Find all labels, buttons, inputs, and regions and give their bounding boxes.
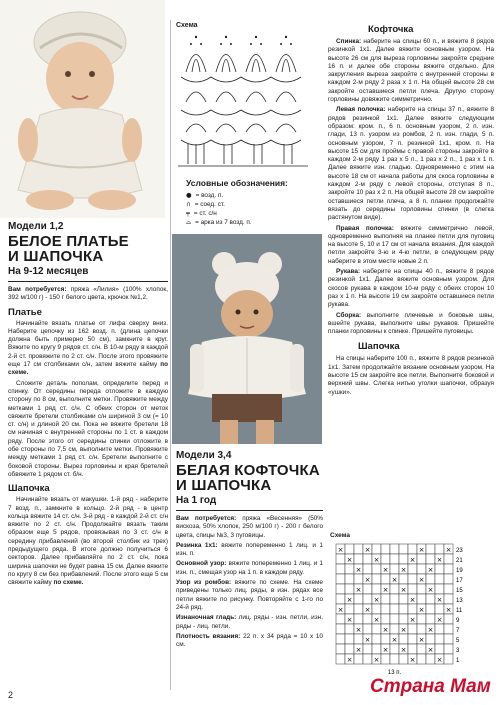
chart-cell (390, 544, 399, 554)
chart-cell (372, 544, 381, 554)
chart-row-number: 11 (456, 608, 463, 614)
chart-cell (426, 574, 435, 584)
left-front-instructions: Левая полочка: наберите на спицы 37 п., вяжите 8 рядов резинкой 1х1. Далее вяжите следующим образом: кром. п., 6 п. основным узором, 2 п. изн. глади, 13 п. узором из ромбов, 2 п. изн. глади, 5 п. основным узором, 7 п. резинкой 1х1, кром. п. На высоте 15 см для проймы с правой стороны закройте в каждом 2-м ряду 1 раз х 5 п., 1 раз х 2 п., 1 раз х 1 п. Далее вяжите изн. гладью. Одновременно с этим на высоте 18 см от начала работы для скоса горловины в каждом 2-м ряду с левой стороны, отступая 8 п., закройте 10 раз х 2 п. На общей высоте 28 см закройте оставшиеся петли плеча, а 8 п. планки продолжайте вязать до середины горловины спинки (в слегка растянутом виде). (328, 106, 495, 222)
chart-cell (381, 574, 390, 584)
chart-purl-mark: × (436, 616, 443, 624)
chart-cell (435, 584, 444, 594)
chart-purl-mark: × (400, 586, 407, 594)
chart-cell (444, 644, 453, 654)
chart-purl-mark: × (382, 586, 389, 594)
chart-purl-mark: × (409, 556, 416, 564)
chart-purl-mark: × (346, 656, 353, 664)
chart-cell (426, 634, 435, 644)
legend (186, 178, 326, 227)
chart-cell (390, 564, 399, 574)
chart-cell (444, 614, 453, 624)
model34-title-line2: И ШАПОЧКА (176, 477, 272, 494)
chart-purl-mark: × (445, 546, 452, 554)
chart-purl-mark: × (391, 576, 398, 584)
chart-cell (390, 584, 399, 594)
chart-cell (435, 644, 444, 654)
chart-cell (345, 624, 354, 634)
chart-cell (354, 614, 363, 624)
chart-purl-mark: × (418, 576, 425, 584)
chart-cell (336, 634, 345, 644)
chart-cell (417, 644, 426, 654)
chart-row-number: 19 (456, 568, 463, 574)
gauge: Плотность вязания: 22 п. х 34 ряда = 10 х 10 см. (176, 632, 323, 649)
chart-cell (336, 614, 345, 624)
chart-cell (345, 574, 354, 584)
chart-purl-mark: × (346, 596, 353, 604)
chart-cell (444, 624, 453, 634)
chart-cell (336, 584, 345, 594)
crochet-schema-label: Схема (176, 22, 198, 29)
chart-cell (408, 624, 417, 634)
chart-purl-mark: × (418, 606, 425, 614)
model12-materials: Вам потребуется: пряжа «Лилия» (100% хлопок, 392 м/100 г) - 150 г белого цвета, крючок №1,2. (8, 286, 168, 302)
model34-title-line1: БЕЛАЯ КОФТОЧКА (176, 462, 320, 479)
chart-purl-mark: × (337, 606, 344, 614)
cardigan-heading: Кофточка (368, 24, 414, 35)
chart-cell (363, 644, 372, 654)
chart-cell (435, 574, 444, 584)
chart-cell (336, 654, 345, 664)
chart-purl-mark: × (382, 566, 389, 574)
chart-purl-mark: × (427, 586, 434, 594)
chart-cell (417, 584, 426, 594)
chart-cell (435, 564, 444, 574)
chart-cell (363, 614, 372, 624)
chart-cell (381, 544, 390, 554)
chart-cell (354, 554, 363, 564)
rhomb-chart (332, 540, 494, 680)
chart-cell (417, 554, 426, 564)
main-pattern: Основной узор: вяжите попеременно 1 лиц. и 1 изн. п., смещая узор на 1 п. в каждом ряду. (176, 560, 323, 576)
chart-cell (390, 654, 399, 664)
chart-row-number: 7 (456, 628, 460, 634)
chart-cell (381, 604, 390, 614)
chart-cell (399, 544, 408, 554)
chart-purl-mark: × (364, 636, 371, 644)
chart-row-number: 1 (456, 658, 460, 664)
chart-purl-mark: × (436, 596, 443, 604)
model12-age: На 9-12 месяцев (8, 266, 89, 277)
chart-cell (345, 634, 354, 644)
model12-title-line1: БЕЛОЕ ПЛАТЬЕ (8, 233, 129, 250)
chart-purl-mark: × (346, 616, 353, 624)
hat-paragraph: Начинайте вязать от макушки. 1-й ряд - наберите 7 возд. п., замкните в кольцо. 2-й ряд - в центр кольца вяжите 14 ст. с/н. 3-й ряд - в каждой 2-й ст. с/н вяжите по 2 ст. с/н. Продолжайте вязать таким образом еще 5 рядов, провязывая по 3 ст. с/н в середину прибавлений (во второй столбик из трех) предыдущего ряда. В итоге должно получиться 6 секторов. Далее прибавляйте по 2 ст. с/н, пока ширина шапочки не будет равна 15 см. Далее вяжите по кругу 8 см без прибавлений. После этого еще 5 см свяжите кайму по схеме. (8, 496, 168, 587)
chart-cell (363, 564, 372, 574)
chart-cell (417, 654, 426, 664)
chart-purl-mark: × (409, 596, 416, 604)
chart-cell (345, 644, 354, 654)
chart-cell (363, 594, 372, 604)
chart-cell (435, 544, 444, 554)
chart-cell (435, 634, 444, 644)
chart-cell (336, 564, 345, 574)
chart-cell (390, 644, 399, 654)
chart-cell (363, 654, 372, 664)
chart-cell (372, 644, 381, 654)
chart-cell (399, 634, 408, 644)
chart-purl-mark: × (400, 646, 407, 654)
divider (8, 281, 168, 282)
chart-cell (372, 564, 381, 574)
chart-purl-mark: × (427, 626, 434, 634)
chart-purl-mark: × (364, 606, 371, 614)
chart-purl-mark: × (436, 556, 443, 564)
chart-cell (372, 624, 381, 634)
chart-cell (399, 614, 408, 624)
chart-cell (345, 564, 354, 574)
legend-item-chain: ● = возд. п. (186, 191, 224, 199)
assembly-instructions: Сборка: выполните плечевые и боковые швы, вшейте рукава, выполните швы рукавов. Пришейте планки горловины к спинке. Пришейте пуговицы. (328, 311, 494, 336)
chart-cell (426, 604, 435, 614)
knitting-schema-label: Схема (330, 532, 351, 539)
chart-cell (336, 554, 345, 564)
rhomb-pattern: Узор из ромбов: вяжите по схеме. На схеме приведены только лиц. ряды, в изн. рядах все петли вяжите по рисунку. Повторяйте с 1-го по 24-й ряд. (176, 579, 323, 611)
back-instructions: Спинка: наберите на спицы 60 п., и вяжите 8 рядов резинкой 1х1. Далее вяжите основным узором. На высоте 26 см для выреза горловины закройте средние 16 п. и далее обе стороны вяжите отдельно. Для закругления выреза закройте с внутренней стороны в каждом 2-м ряду 2 раза х 1 п. На общей высоте 28 см закройте оставшиеся петли плеча. Другую сторону горловины довяжите симметрично. (328, 38, 494, 104)
legend-item-arch: ⌓ = арка из 7 возд. п. (186, 218, 252, 226)
chart-cell (372, 574, 381, 584)
chart-cell (390, 554, 399, 564)
chart-cell (336, 644, 345, 654)
chart-row-number: 13 (456, 598, 463, 604)
chart-cell (390, 614, 399, 624)
chart-cell (435, 624, 444, 634)
chart-cell (354, 604, 363, 614)
chain-icon: ● (186, 191, 192, 199)
chart-cell (444, 594, 453, 604)
chart-cell (363, 584, 372, 594)
chart-purl-mark: × (355, 646, 362, 654)
chart-purl-mark: × (373, 596, 380, 604)
rib-stitch: Резинка 1х1: вяжите попеременно 1 лиц. и 1 изн. п. (176, 541, 323, 558)
chart-cell (381, 654, 390, 664)
legend-title: Условные обозначения: (186, 178, 288, 188)
photo-toddler-cardigan (172, 234, 322, 444)
chart-cell (444, 584, 453, 594)
chart-cell (336, 594, 345, 604)
chart-cell (354, 544, 363, 554)
chart-purl-mark: × (418, 546, 425, 554)
chart-purl-mark: × (436, 656, 443, 664)
chart-row-number: 3 (456, 648, 460, 654)
chart-cell (399, 554, 408, 564)
model34-materials: Вам потребуется: пряжа «Весенняя» (50% вискоза, 50% хлопок, 250 м/100 г) - 200 г белого цвета, спицы №3, 3 пуговицы. (176, 515, 323, 539)
chart-cell (444, 574, 453, 584)
chart-cell (399, 604, 408, 614)
chart-cell (381, 634, 390, 644)
model12-section (8, 221, 168, 588)
model12-title-line2: И ШАПОЧКА (8, 248, 104, 265)
chart-cell (408, 634, 417, 644)
chart-purl-mark: × (373, 616, 380, 624)
hat-heading: Шапочка (8, 483, 50, 495)
chart-purl-mark: × (346, 556, 353, 564)
photo-baby-dress (0, 0, 165, 218)
chart-purl-mark: × (400, 566, 407, 574)
chart-cell (372, 634, 381, 644)
chart-purl-mark: × (355, 626, 362, 634)
arch-icon: ⌓ (186, 218, 192, 226)
double-crochet-icon: ╤ (186, 209, 190, 217)
sleeve-instructions: Рукава: наберите на спицы 40 п., вяжите 8 рядов резинкой 1х1. Далее вяжите основным узором. Для скосов рукава в каждом 10-м ряду с обеих сторон 10 раз х 1 п. На высоте 19 см закройте оставшиеся петли рукава. (328, 268, 494, 309)
crochet-diagram (176, 32, 318, 172)
chart-cell (390, 624, 399, 634)
chart-cell (408, 584, 417, 594)
chart-purl-mark: × (409, 616, 416, 624)
chart-purl-mark: × (427, 646, 434, 654)
chart-cell (426, 544, 435, 554)
hat2-instructions: На спицы наберите 100 п., вяжите 8 рядов резинкой 1х1. Затем продолжайте вязание основным узором. На высоте 15 см закройте все петли. Выполните боковой и верхний швы. Слегка нитью уголки шапочки, образуя «ушки». (328, 355, 494, 396)
legend-item-slip: ∩ = соед. ст. (186, 200, 225, 208)
chart-cell (444, 554, 453, 564)
chart-purl-mark: × (391, 636, 398, 644)
chart-row-number: 15 (456, 588, 463, 594)
divider (176, 510, 323, 511)
model34-age: На 1 год (176, 495, 217, 506)
chart-cell (372, 584, 381, 594)
chart-cell (417, 624, 426, 634)
chart-purl-mark: × (355, 566, 362, 574)
chart-cell (426, 594, 435, 604)
chart-row-number: 23 (456, 548, 463, 554)
chart-cell (354, 634, 363, 644)
chart-purl-mark: × (382, 646, 389, 654)
chart-row-number: 21 (456, 558, 463, 564)
chart-cell (435, 604, 444, 614)
model34-label: Модели 3,4 (176, 450, 232, 461)
chart-cell (354, 654, 363, 664)
chart-cell (336, 624, 345, 634)
model12-label: Модели 1,2 (8, 221, 64, 232)
chart-purl-mark: × (409, 656, 416, 664)
chart-row-number: 9 (456, 618, 460, 624)
chart-row-number: 5 (456, 638, 460, 644)
chart-purl-mark: × (373, 656, 380, 664)
chart-cell (417, 594, 426, 604)
chart-cell (399, 574, 408, 584)
watermark: Страна Мам (370, 676, 491, 697)
chart-cell (408, 564, 417, 574)
chart-purl-mark: × (355, 586, 362, 594)
chart-cell (390, 594, 399, 604)
legend-item-dc: ╤ = ст. с/н (186, 209, 217, 217)
chart-cell (399, 594, 408, 604)
page-number: 2 (8, 690, 14, 700)
dress-heading: Платье (8, 306, 42, 318)
chart-cell (345, 544, 354, 554)
hat2-heading: Шапочка (358, 341, 400, 353)
chart-cell (345, 584, 354, 594)
chart-cell (417, 614, 426, 624)
chart-cell (444, 634, 453, 644)
chart-cell (444, 654, 453, 664)
chart-cell (390, 604, 399, 614)
column-divider (170, 20, 171, 690)
chart-cell (381, 594, 390, 604)
chart-cell (399, 654, 408, 664)
chart-cell (417, 564, 426, 574)
chart-cell (345, 604, 354, 614)
chart-purl-mark: × (382, 626, 389, 634)
chart-purl-mark: × (373, 556, 380, 564)
chart-cell (408, 574, 417, 584)
chart-cell (426, 554, 435, 564)
chart-cell (426, 614, 435, 624)
chart-cell (381, 614, 390, 624)
chart-cell (444, 564, 453, 574)
chart-cell (408, 604, 417, 614)
chart-purl-mark: × (418, 636, 425, 644)
chart-cell (336, 574, 345, 584)
dress-paragraph-1: Начинайте вязать платье от лифа сверху вниз. Наберите цепочку из 162 возд. п. (длина цепочки должна быть примерно 50 см), замкните в круг. Вяжите по кругу 9 рядов ст. с/н. В 10-м ряду в каждой 2-й ст. провяжите по 2 ст. с/н. После этого провяжите еще 17 см столбиками с/н, затем вяжите кайму по схеме. (8, 319, 168, 377)
chart-purl-mark: × (445, 606, 452, 614)
right-front-instructions: Правая полочка: вяжите симметрично левой, одновременно выполняя на планке петли для пуговиц на высоте 5, 10 и 17 см от начала вязания. Для каждой петли закройте 3-ю и 4-ю петли, в следующем ряду наберите в этом месте новые 2 п. (328, 224, 494, 265)
chart-cell (408, 644, 417, 654)
chart-purl-mark: × (337, 546, 344, 554)
chart-stitch-count: 13 п. (387, 670, 402, 676)
chart-row-number: 17 (456, 578, 463, 584)
chart-cell (363, 624, 372, 634)
model34-section (176, 450, 323, 649)
chart-cell (408, 544, 417, 554)
chart-cell (354, 574, 363, 584)
cardigan-section (328, 24, 494, 397)
chart-purl-mark: × (400, 626, 407, 634)
dress-paragraph-2: Сложите деталь пополам, определите перед и спинку. От середины переда отложите в каждую сторону по 8 см, выполните метки. Провяжите между метками 1 ряд ст. с/н. С обеих сторон от меток свяжите бретели столбиками с/н шириной 3 см (= 10 ст. с/н) и длиной 20 см. Пока не вяжите бретели 18 см начиная с внутренней стороны по 1 ст. в каждом ряду. После этого от середины спинки отложите в обе стороны по 7,5 см, выполните метки. Провяжите между метками 1 ряд ст. с/н. Бретели выполните с боковой стороны. Вырез горловины и края бретелей обвяжите 1 рядом ст. б/н. (8, 379, 168, 478)
chart-cell (354, 594, 363, 604)
chart-purl-mark: × (364, 576, 371, 584)
chart-cell (426, 654, 435, 664)
chart-purl-mark: × (364, 546, 371, 554)
chart-cell (363, 554, 372, 564)
chart-cell (372, 604, 381, 614)
chart-purl-mark: × (427, 566, 434, 574)
purl-stitch: Изнаночная гладь: лиц. ряды - изн. петли, изн. ряды - лиц. петли. (176, 614, 323, 630)
slip-stitch-icon: ∩ (186, 200, 191, 208)
chart-cell (381, 554, 390, 564)
